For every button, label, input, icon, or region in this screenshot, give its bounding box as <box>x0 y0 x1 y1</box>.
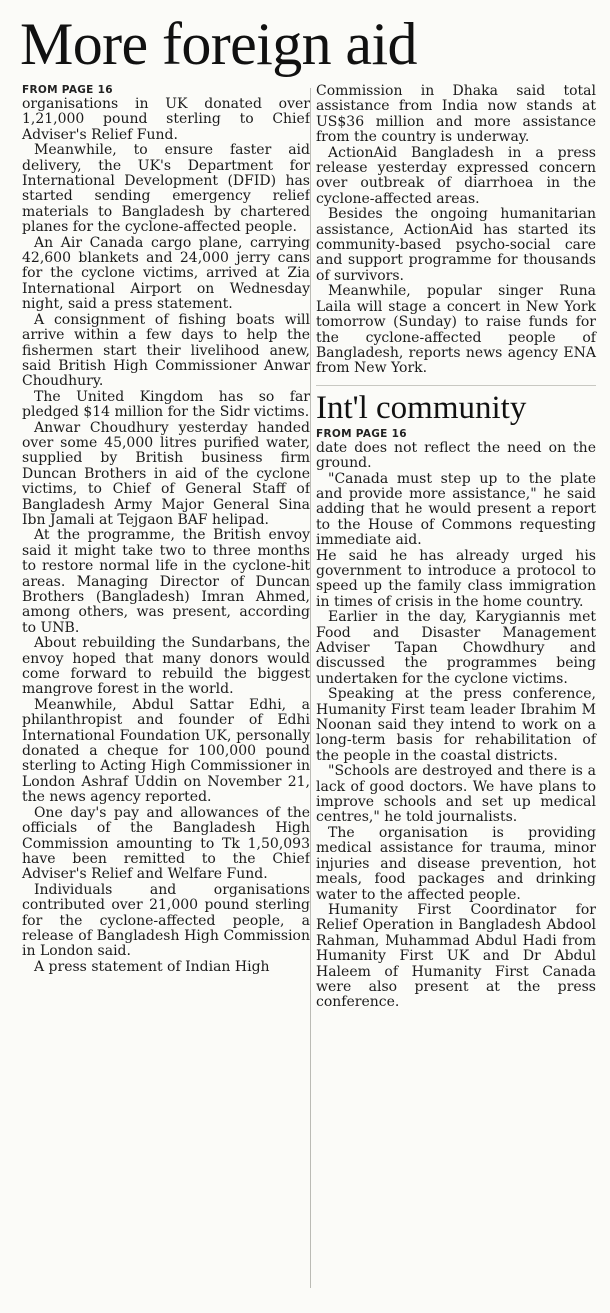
paragraph: A consignment of fishing boats will arrive within a few days to help the fishermen start their livelihood anew, said British High Commissioner Anwar Choudhury. <box>22 311 310 390</box>
paragraph: Commission in Dhaka said total assistance from India now stands at US$36 million and more assistance from the country is underway. <box>316 83 596 146</box>
paragraph: Meanwhile, Abdul Sattar Edhi, a philanthropist and founder of Edhi International Foundation UK, personally donated a cheque for 100,000 pound sterling to Acting High Commissioner in London Ashraf Uddin on November 21, the news agency reported. <box>22 696 310 806</box>
paragraph: Anwar Choudhury yesterday handed over some 45,000 litres purified water, supplied by British business firm Duncan Brothers in aid of the cyclone victims, to Chief of General Staff of Bangladesh Army Major General Sina Ibn Jamali at Tejgaon BAF helipad. <box>22 419 310 528</box>
paragraph: The organisation is providing medical assistance for trauma, minor injuries and disease prevention, hot meals, food packages and drinking water to the affected people. <box>316 824 596 903</box>
jump-label: FROM PAGE 16 <box>316 427 407 440</box>
headline: More foreign aid <box>20 11 417 77</box>
paragraph: One day's pay and allowances of the officials of the Bangladesh High Commission amounting to Tk 1,50,093 have been remitted to the Chief Adviser's Relief and Welfare Fund. <box>22 804 310 883</box>
paragraph: ActionAid Bangladesh in a press release yesterday expressed concern over outbreak of diarrhoea in the cyclone-affected areas. <box>316 144 596 207</box>
left-column <box>22 84 310 975</box>
paragraph: date does not reflect the need on the ground. <box>316 439 596 472</box>
paragraph: Speaking at the press conference, Humanity First team leader Ibrahim M Noonan said they intend to work on a long-term basis for rehabilitation of the people in the coastal districts. <box>316 686 596 764</box>
paragraph: "Canada must step up to the plate and provide more assistance," he said adding that he would present a report to the House of Commons requesting immediate aid. <box>316 470 596 549</box>
subheadline: Int'l community <box>316 385 596 426</box>
column-divider <box>310 88 311 1288</box>
paragraph: An Air Canada cargo plane, carrying 42,600 blankets and 24,000 jerry cans for the cyclone victims, arrived at Zia International Airport on Wednesday night, said a press statement. <box>22 234 310 313</box>
paragraph: Meanwhile, to ensure faster aid delivery, the UK's Department for International Development (DFID) has started sending emergency relief materials to Bangladesh by chartered planes for the cyclone-affected people. <box>22 142 310 236</box>
jump-label: FROM PAGE 16 <box>22 84 113 96</box>
article-columns <box>10 84 602 1294</box>
paragraph: Individuals and organisations contributed over 21,000 pound sterling for the cyclone-affected people, a release of Bangladesh High Commission in London said. <box>22 881 310 960</box>
paragraph: Earlier in the day, Karygiannis met Food and Disaster Management Adviser Tapan Chowdhury and discussed the programmes being undertaken for the cyclone victims. <box>316 609 596 687</box>
paragraph: Besides the ongoing humanitarian assistance, ActionAid has started its community-based psycho-social care and support programme for thousands of survivors. <box>316 206 596 284</box>
paragraph: organisations in UK donated over 1,21,000 pound sterling to Chief Adviser's Relief Fund. <box>22 96 310 143</box>
paragraph: At the programme, the British envoy said it might take two to three months to restore normal life in the cyclone-hit areas. Managing Director of Duncan Brothers (Bangladesh) Imran Ahmed, among others, was present, according to UNB. <box>22 527 310 636</box>
paragraph: The United Kingdom has so far pledged $14 million for the Sidr victims. <box>22 388 310 421</box>
paragraph: A press statement of Indian High <box>34 958 270 975</box>
paragraph: "Schools are destroyed and there is a lack of good doctors. We have plans to improve schools and set up medical centres," he told journalists. <box>316 763 596 826</box>
paragraph: Meanwhile, popular singer Runa Laila will stage a concert in New York tomorrow (Sunday) to raise funds for the cyclone-affected people of Bangladesh, reports news agency ENA from New York. <box>316 283 596 377</box>
right-column <box>316 84 596 1011</box>
paragraph: Humanity First Coordinator for Relief Operation in Bangladesh Abdool Rahman, Muhammad Abdul Hadi from Humanity First UK and Dr Abdul Haleem of Humanity First Canada were also present at the press conference. <box>316 901 596 1011</box>
paragraph: About rebuilding the Sundarbans, the envoy hoped that many donors would come forward to rebuild the biggest mangrove forest in the world. <box>22 635 310 698</box>
paragraph: He said he has already urged his government to introduce a protocol to speed up the family class immigration in times of crisis in the home country. <box>316 547 596 610</box>
